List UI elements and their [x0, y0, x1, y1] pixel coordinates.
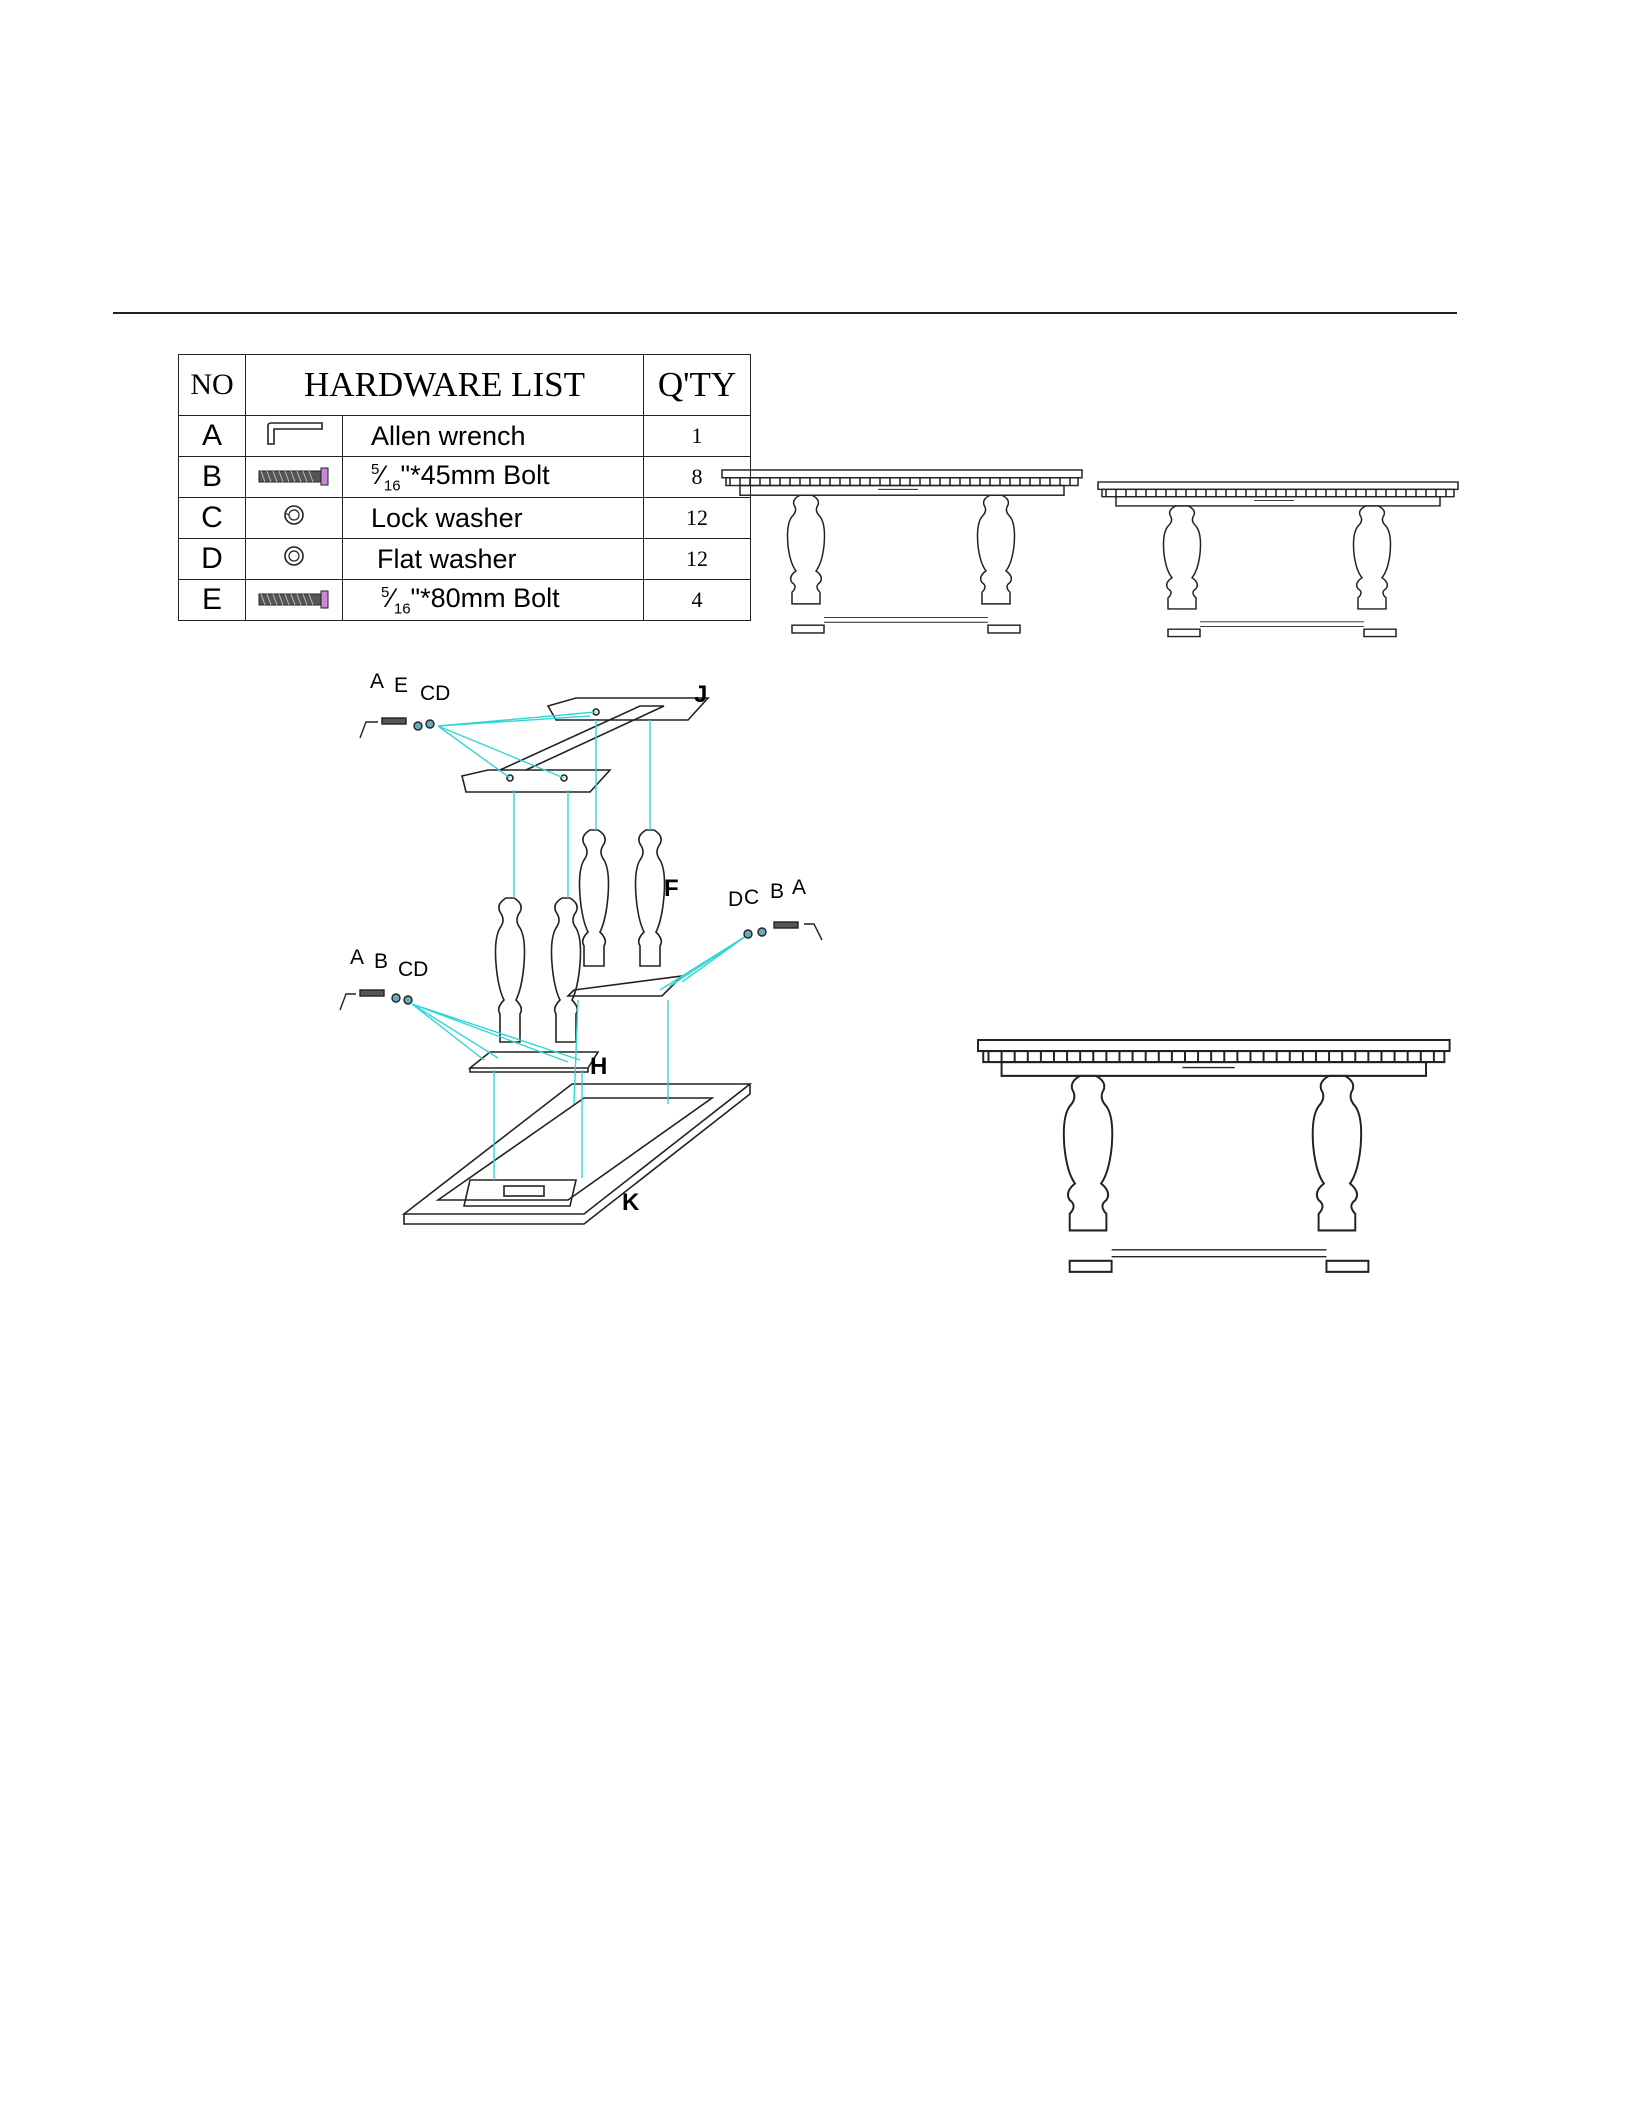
- label-left-cd: CD: [398, 958, 429, 981]
- allen-wrench-icon: [360, 722, 378, 738]
- row-no: E: [179, 580, 246, 621]
- row-name: Lock washer: [343, 498, 644, 539]
- part-k-base: [404, 1084, 750, 1224]
- row-name: $^5⁄_{16}"*45mm$ Bolt: [343, 457, 644, 498]
- row-qty: 4: [644, 580, 751, 621]
- table-elevation-view-1: [722, 470, 1082, 633]
- row-qty: 12: [644, 539, 751, 580]
- table-elevation-view-3: [978, 1040, 1450, 1272]
- row-no: A: [179, 416, 246, 457]
- label-left-a: A: [350, 946, 365, 969]
- label-left-b: B: [374, 950, 389, 973]
- allen-wrench-icon: [804, 924, 822, 940]
- allen-wrench-icon: [340, 994, 356, 1010]
- part-j-bracket: [462, 698, 708, 792]
- part-f-legs: [496, 830, 683, 1042]
- label-right-b: B: [770, 880, 785, 903]
- label-top-a: A: [370, 670, 385, 693]
- table-elevation-view-2: [1098, 482, 1458, 637]
- label-part-j: J: [694, 681, 708, 708]
- label-part-f: F: [664, 875, 679, 902]
- row-name: Flat washer: [343, 539, 644, 580]
- bolt-icon: [382, 718, 406, 724]
- header-qty: Q'TY: [644, 355, 751, 416]
- label-top-cd: CD: [420, 682, 451, 705]
- header-no: NO: [179, 355, 246, 416]
- row-qty: 1: [644, 416, 751, 457]
- row-name: $^5⁄_{16}"*80mm$ Bolt: [343, 580, 644, 621]
- row-qty: 12: [644, 498, 751, 539]
- exploded-assembly: [404, 698, 750, 1224]
- row-no: B: [179, 457, 246, 498]
- row-name: Allen wrench: [343, 416, 644, 457]
- part-h-foot: [470, 1052, 598, 1072]
- header-hardware-list: HARDWARE LIST: [246, 355, 644, 416]
- label-part-h: H: [590, 1053, 608, 1080]
- bolt-icon: [360, 990, 384, 996]
- label-top-e: E: [394, 674, 409, 697]
- row-no: D: [179, 539, 246, 580]
- label-right-c: C: [744, 886, 760, 909]
- label-right-a: A: [792, 876, 807, 899]
- row-qty: 8: [644, 457, 751, 498]
- label-right-d: D: [728, 888, 744, 911]
- bolt-icon: [774, 922, 798, 928]
- label-part-k: K: [622, 1189, 640, 1216]
- row-no: C: [179, 498, 246, 539]
